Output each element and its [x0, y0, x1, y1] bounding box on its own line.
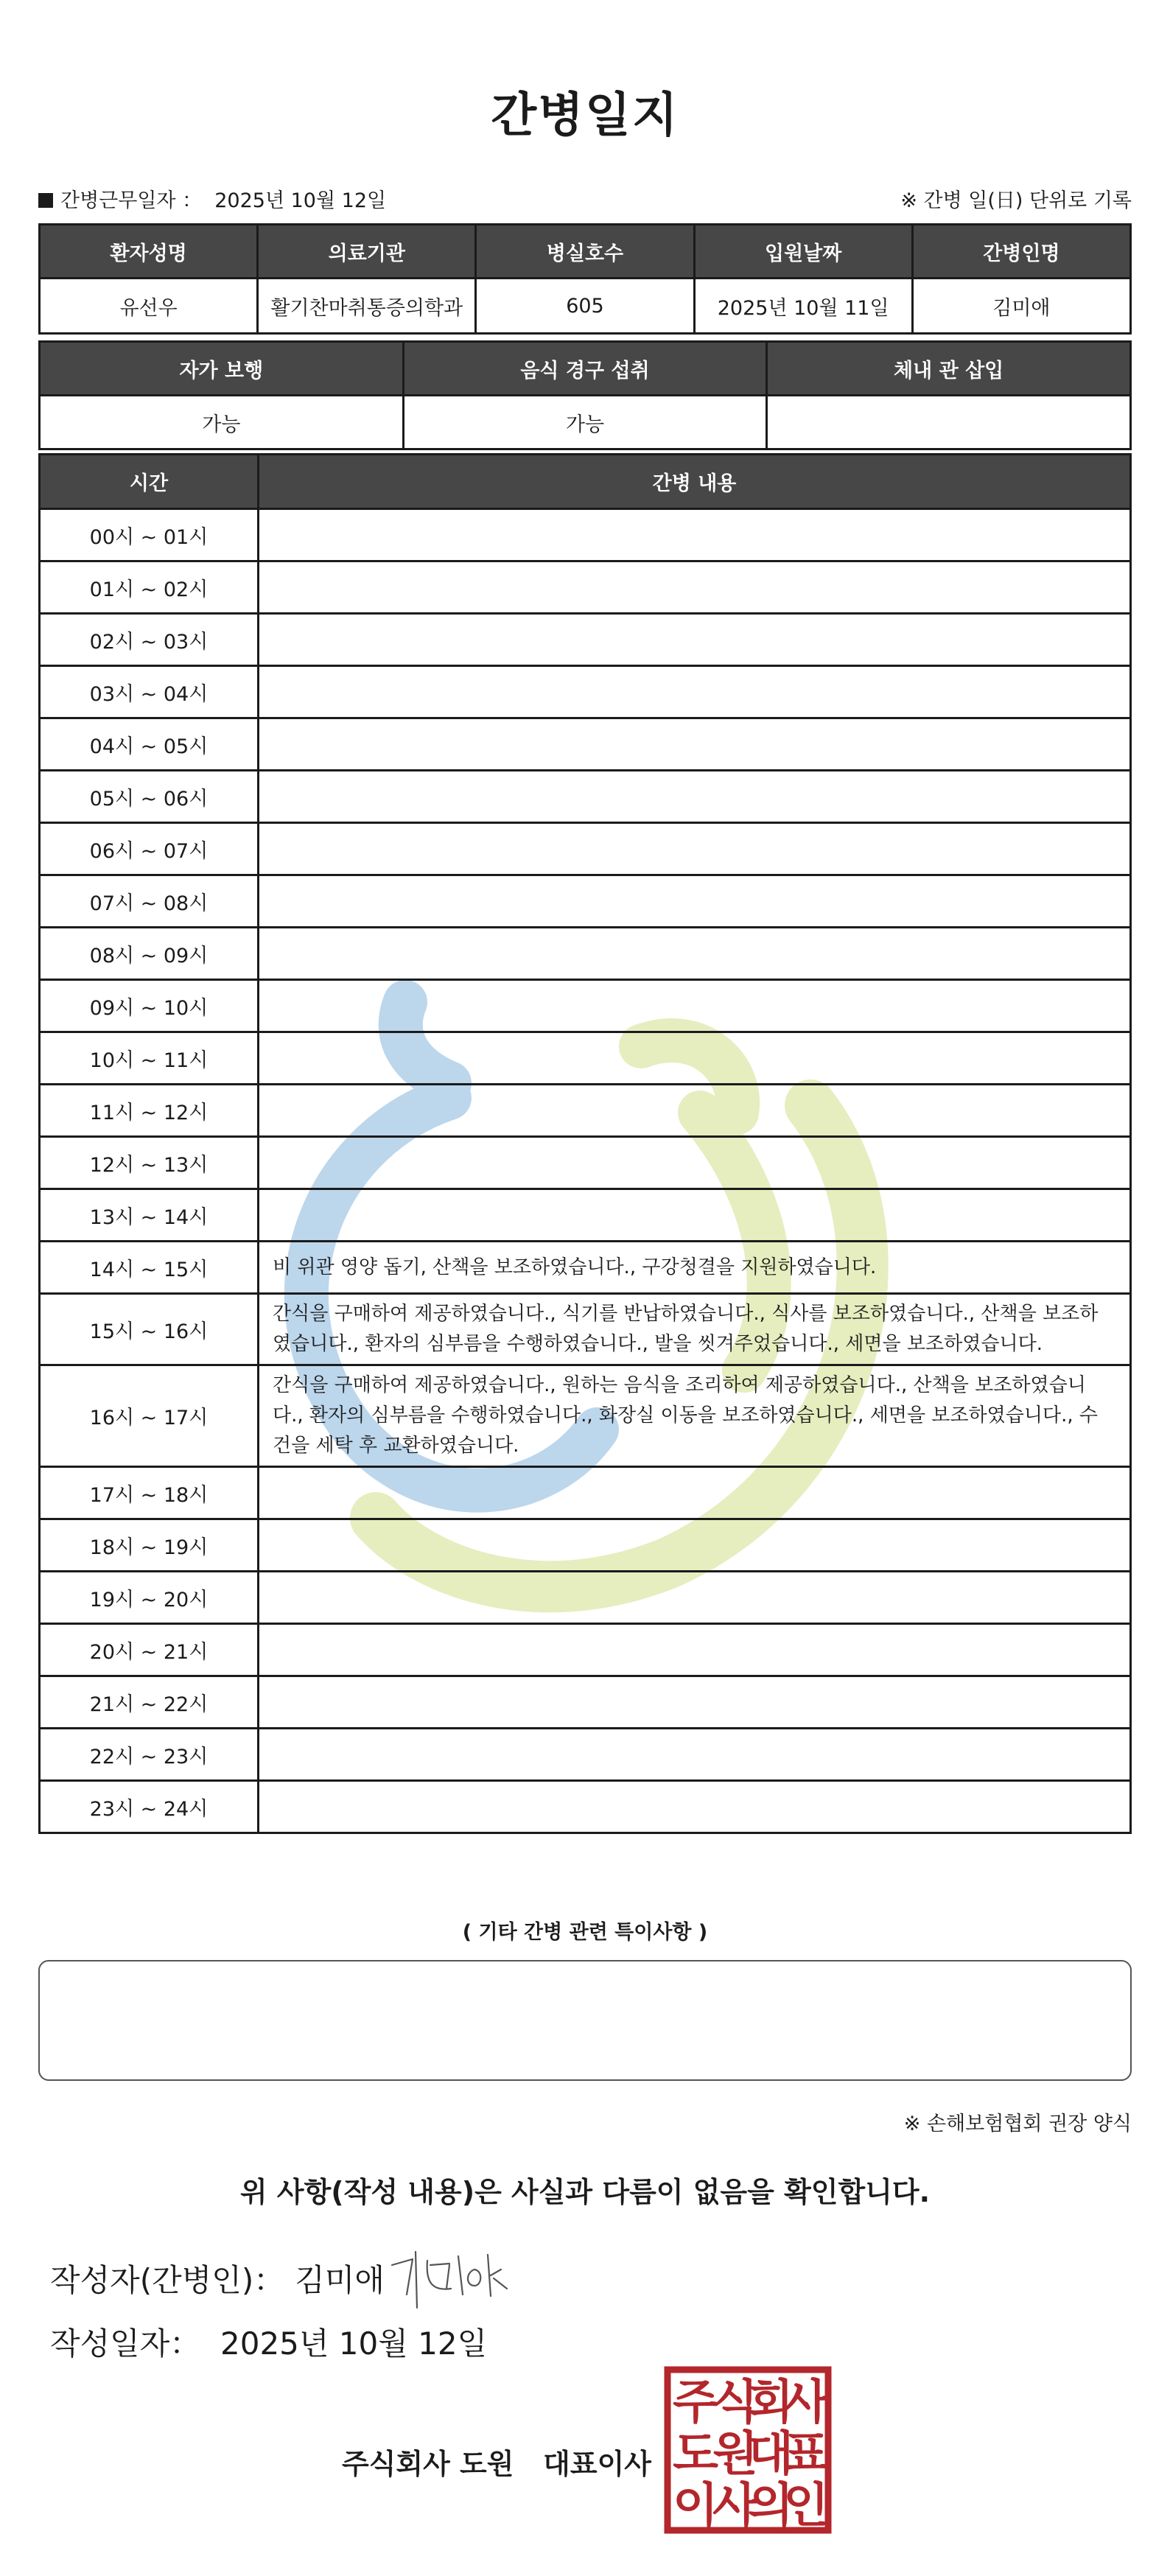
row-content [259, 561, 1131, 614]
row-content [259, 1781, 1131, 1833]
writer-label: 작성자(간병인)： [50, 2262, 285, 2298]
table-row [40, 875, 1131, 928]
row-time: 23시 ~ 24시 [40, 1781, 259, 1833]
company-signature-line: 주식회사 도원 대표이사 [342, 2448, 651, 2480]
row-time: 14시 ~ 15시 [40, 1242, 259, 1294]
table-row [40, 1189, 1131, 1242]
row-content [259, 771, 1131, 823]
row-content [259, 1519, 1131, 1572]
row-content: 비 위관 영양 돕기, 산책을 보조하였습니다., 구강청결을 지원하였습니다. [259, 1242, 1131, 1294]
table-row [40, 1519, 1131, 1572]
written-date-value: 2025년 10월 12일 [220, 2325, 488, 2362]
table-row [40, 1242, 1131, 1294]
row-time: 21시 ~ 22시 [40, 1676, 259, 1729]
svg-text:주: 주 [673, 2376, 718, 2430]
svg-text:사: 사 [783, 2376, 829, 2430]
handwritten-signature [383, 2237, 516, 2318]
row-time: 03시 ~ 04시 [40, 666, 259, 718]
row-content: 간식을 구매하여 제공하였습니다., 식기를 반납하였습니다., 식사를 보조하였습니다., 산책을 보조하였습니다., 환자의 심부름을 수행하였습니다., 발을 씻겨주었습니다., 세면을 보조하였습니다. [259, 1294, 1131, 1365]
header-time: 시간 [40, 455, 259, 509]
row-content [259, 1085, 1131, 1137]
row-time: 02시 ~ 03시 [40, 614, 259, 666]
caregiver-name: 김미애 [912, 279, 1130, 334]
row-content [259, 1676, 1131, 1729]
table-row [40, 1624, 1131, 1676]
svg-text:표: 표 [783, 2427, 829, 2482]
room-number: 605 [476, 279, 694, 334]
svg-text:이: 이 [673, 2479, 718, 2533]
row-content [259, 1137, 1131, 1189]
table-row [40, 1137, 1131, 1189]
header-room: 병실호수 [476, 225, 694, 279]
row-content [259, 875, 1131, 928]
table-row [40, 1676, 1131, 1729]
table-row [40, 771, 1131, 823]
table-row [40, 1729, 1131, 1781]
square-bullet-icon [38, 193, 53, 208]
row-content [259, 980, 1131, 1032]
writer-name: 김미애 [295, 2262, 385, 2298]
svg-text:원: 원 [712, 2427, 758, 2482]
row-content [259, 1572, 1131, 1624]
svg-text:회: 회 [748, 2376, 794, 2430]
row-content [259, 666, 1131, 718]
table-row [40, 561, 1131, 614]
svg-text:대: 대 [748, 2427, 794, 2482]
table-row [40, 928, 1131, 980]
table-row [40, 1032, 1131, 1085]
company-seal-stamp [663, 2365, 833, 2535]
row-content [259, 1624, 1131, 1676]
header-hospital: 의료기관 [258, 225, 476, 279]
row-time: 16시 ~ 17시 [40, 1365, 259, 1467]
row-time: 13시 ~ 14시 [40, 1189, 259, 1242]
table-row [40, 823, 1131, 875]
table-row [40, 666, 1131, 718]
header-caregiver: 간병인명 [912, 225, 1130, 279]
row-time: 04시 ~ 05시 [40, 718, 259, 771]
patient-name: 유선우 [40, 279, 258, 334]
writer-line [50, 2256, 385, 2300]
patient-status-table [38, 340, 1132, 450]
confirmation-statement: 위 사항(작성 내용)은 사실과 다름이 없음을 확인합니다. [239, 2176, 931, 2208]
row-time: 12시 ~ 13시 [40, 1137, 259, 1189]
header-tube-insertion: 체내 관 삽입 [767, 342, 1131, 396]
written-date-line [50, 2320, 487, 2364]
remarks-title: ( 기타 간병 관련 특이사항 ) [462, 1921, 708, 1944]
row-content [259, 1467, 1131, 1519]
work-date-label: 간병근무일자 ： [60, 189, 203, 212]
header-care-content: 간병 내용 [259, 455, 1131, 509]
svg-text:식: 식 [712, 2376, 758, 2430]
patient-info-table [38, 223, 1132, 335]
tube-insertion-value [767, 396, 1131, 449]
table-row [40, 614, 1131, 666]
care-log-table [38, 453, 1132, 1834]
row-content [259, 1189, 1131, 1242]
oral-intake-value: 가능 [403, 396, 767, 449]
row-time: 06시 ~ 07시 [40, 823, 259, 875]
unit-note: ※ 간병 일(日) 단위로 기록 [900, 189, 1132, 212]
table-row [40, 1781, 1131, 1833]
row-content [259, 1729, 1131, 1781]
row-time: 00시 ~ 01시 [40, 509, 259, 561]
form-note: ※ 손해보험협회 권장 양식 [903, 2113, 1132, 2135]
svg-text:도: 도 [673, 2427, 718, 2482]
row-time: 11시 ~ 12시 [40, 1085, 259, 1137]
row-content [259, 614, 1131, 666]
row-time: 01시 ~ 02시 [40, 561, 259, 614]
table-row [40, 1572, 1131, 1624]
document-title: 간병일지 [491, 88, 679, 143]
row-time: 22시 ~ 23시 [40, 1729, 259, 1781]
work-date-line [38, 184, 386, 213]
table-row [40, 1467, 1131, 1519]
remarks-box [38, 1960, 1132, 2081]
svg-text:의: 의 [748, 2479, 794, 2533]
svg-text:사: 사 [712, 2479, 758, 2533]
svg-text:인: 인 [783, 2479, 829, 2533]
header-admission-date: 입원날짜 [694, 225, 912, 279]
row-time: 10시 ~ 11시 [40, 1032, 259, 1085]
header-self-walking: 자가 보행 [40, 342, 404, 396]
row-time: 20시 ~ 21시 [40, 1624, 259, 1676]
row-content [259, 509, 1131, 561]
row-content: 간식을 구매하여 제공하였습니다., 원하는 음식을 조리하여 제공하였습니다., 산책을 보조하였습니다., 환자의 심부름을 수행하였습니다., 화장실 이동을 보조하였습니다., 세면을 보조하였습니다., 수건을 세탁 후 교환하였습니다. [259, 1365, 1131, 1467]
row-time: 07시 ~ 08시 [40, 875, 259, 928]
row-content [259, 928, 1131, 980]
work-date-value: 2025년 10월 12일 [214, 189, 387, 212]
row-content [259, 1032, 1131, 1085]
row-time: 09시 ~ 10시 [40, 980, 259, 1032]
admission-date: 2025년 10월 11일 [694, 279, 912, 334]
self-walking-value: 가능 [40, 396, 404, 449]
written-date-label: 작성일자： [50, 2325, 201, 2362]
row-time: 15시 ~ 16시 [40, 1294, 259, 1365]
table-row [40, 980, 1131, 1032]
row-time: 18시 ~ 19시 [40, 1519, 259, 1572]
table-row [40, 1365, 1131, 1467]
table-row [40, 509, 1131, 561]
table-row [40, 1085, 1131, 1137]
row-time: 05시 ~ 06시 [40, 771, 259, 823]
row-content [259, 718, 1131, 771]
header-patient-name: 환자성명 [40, 225, 258, 279]
row-time: 08시 ~ 09시 [40, 928, 259, 980]
row-time: 19시 ~ 20시 [40, 1572, 259, 1624]
table-row [40, 1294, 1131, 1365]
table-row [40, 718, 1131, 771]
hospital-name: 활기찬마취통증의학과 [258, 279, 476, 334]
header-oral-intake: 음식 경구 섭취 [403, 342, 767, 396]
row-time: 17시 ~ 18시 [40, 1467, 259, 1519]
row-content [259, 823, 1131, 875]
